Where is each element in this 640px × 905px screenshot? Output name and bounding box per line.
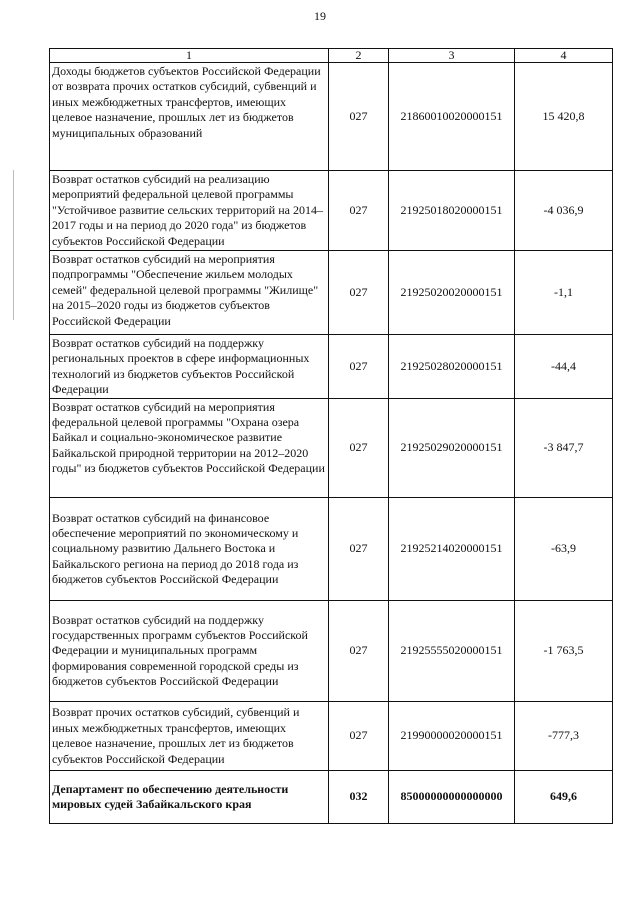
row-description: Возврат прочих остатков субсидий, субвенций и иных межбюджетных трансфертов, имеющих целевое назначение, прошлых лет из бюджетов субъектов Российской Федерации <box>50 701 329 770</box>
row-admin-code: 027 <box>329 171 389 251</box>
row-amount: -777,3 <box>515 701 613 770</box>
header-col-2: 2 <box>329 49 389 63</box>
header-col-1: 1 <box>50 49 329 63</box>
table-row-department <box>50 770 613 823</box>
row-amount: 649,6 <box>515 770 613 823</box>
row-amount: -1,1 <box>515 251 613 335</box>
row-description: Возврат остатков субсидий на финансовое обеспечение мероприятий по экономическому и социальному развитию Дальнего Востока и Байкальского региона на период до 2018 года из бюджетов субъектов Российской Федерации <box>50 497 329 600</box>
table-row <box>50 251 613 335</box>
row-description: Возврат остатков субсидий на поддержку региональных проектов в сфере информационных технологий из бюджетов субъектов Российской Федерации <box>50 335 329 399</box>
table-row <box>50 701 613 770</box>
row-admin-code: 027 <box>329 398 389 497</box>
row-budget-code: 21990000020000151 <box>389 701 515 770</box>
table-row <box>50 335 613 399</box>
budget-table <box>49 48 613 824</box>
row-amount: -63,9 <box>515 497 613 600</box>
row-amount: 15 420,8 <box>515 63 613 171</box>
row-admin-code: 027 <box>329 251 389 335</box>
table-header-row <box>50 49 613 63</box>
table-row <box>50 600 613 701</box>
table-row <box>50 63 613 171</box>
margin-mark <box>13 170 14 320</box>
row-budget-code: 21860010020000151 <box>389 63 515 171</box>
row-description: Возврат остатков субсидий на реализацию мероприятий федеральной целевой программы "Устойчивое развитие сельских территорий на 2014–2017 годы и на период до 2020 года" из бюджетов субъектов Российской Федерации <box>50 171 329 251</box>
row-admin-code: 027 <box>329 335 389 399</box>
table-row <box>50 398 613 497</box>
row-admin-code: 032 <box>329 770 389 823</box>
row-admin-code: 027 <box>329 63 389 171</box>
row-budget-code: 85000000000000000 <box>389 770 515 823</box>
row-admin-code: 027 <box>329 497 389 600</box>
row-budget-code: 21925028020000151 <box>389 335 515 399</box>
row-budget-code: 21925018020000151 <box>389 171 515 251</box>
row-budget-code: 21925020020000151 <box>389 251 515 335</box>
row-description: Возврат остатков субсидий на поддержку государственных программ субъектов Российской Федерации и муниципальных программ формирования современной городской среды из бюджетов субъектов Российской Федерации <box>50 600 329 701</box>
table-row <box>50 171 613 251</box>
table-row <box>50 497 613 600</box>
row-budget-code: 21925214020000151 <box>389 497 515 600</box>
row-description: Департамент по обеспечению деятельности мировых судей Забайкальского края <box>50 770 329 823</box>
row-budget-code: 21925029020000151 <box>389 398 515 497</box>
row-description: Доходы бюджетов субъектов Российской Федерации от возврата прочих остатков субсидий, субвенций и иных межбюджетных трансфертов, имеющих целевое назначение, прошлых лет из бюджетов муниципальных образований <box>50 63 329 171</box>
row-description: Возврат остатков субсидий на мероприятия федеральной целевой программы "Охрана озера Байкал и социально-экономическое развитие Байкальской природной территории на 2012–2020 годы" из бюджетов субъектов Российской Федерации <box>50 398 329 497</box>
row-admin-code: 027 <box>329 600 389 701</box>
row-amount: -44,4 <box>515 335 613 399</box>
budget-table-container <box>49 48 612 824</box>
row-amount: -1 763,5 <box>515 600 613 701</box>
row-admin-code: 027 <box>329 701 389 770</box>
row-amount: -3 847,7 <box>515 398 613 497</box>
page-number: 19 <box>314 9 326 23</box>
header-col-3: 3 <box>389 49 515 63</box>
header-col-4: 4 <box>515 49 613 63</box>
row-description: Возврат остатков субсидий на мероприятия подпрограммы "Обеспечение жильем молодых семей" федеральной целевой программы "Жилище" на 2015–2020 годы из бюджетов субъектов Российской Федерации <box>50 251 329 335</box>
row-amount: -4 036,9 <box>515 171 613 251</box>
row-budget-code: 21925555020000151 <box>389 600 515 701</box>
